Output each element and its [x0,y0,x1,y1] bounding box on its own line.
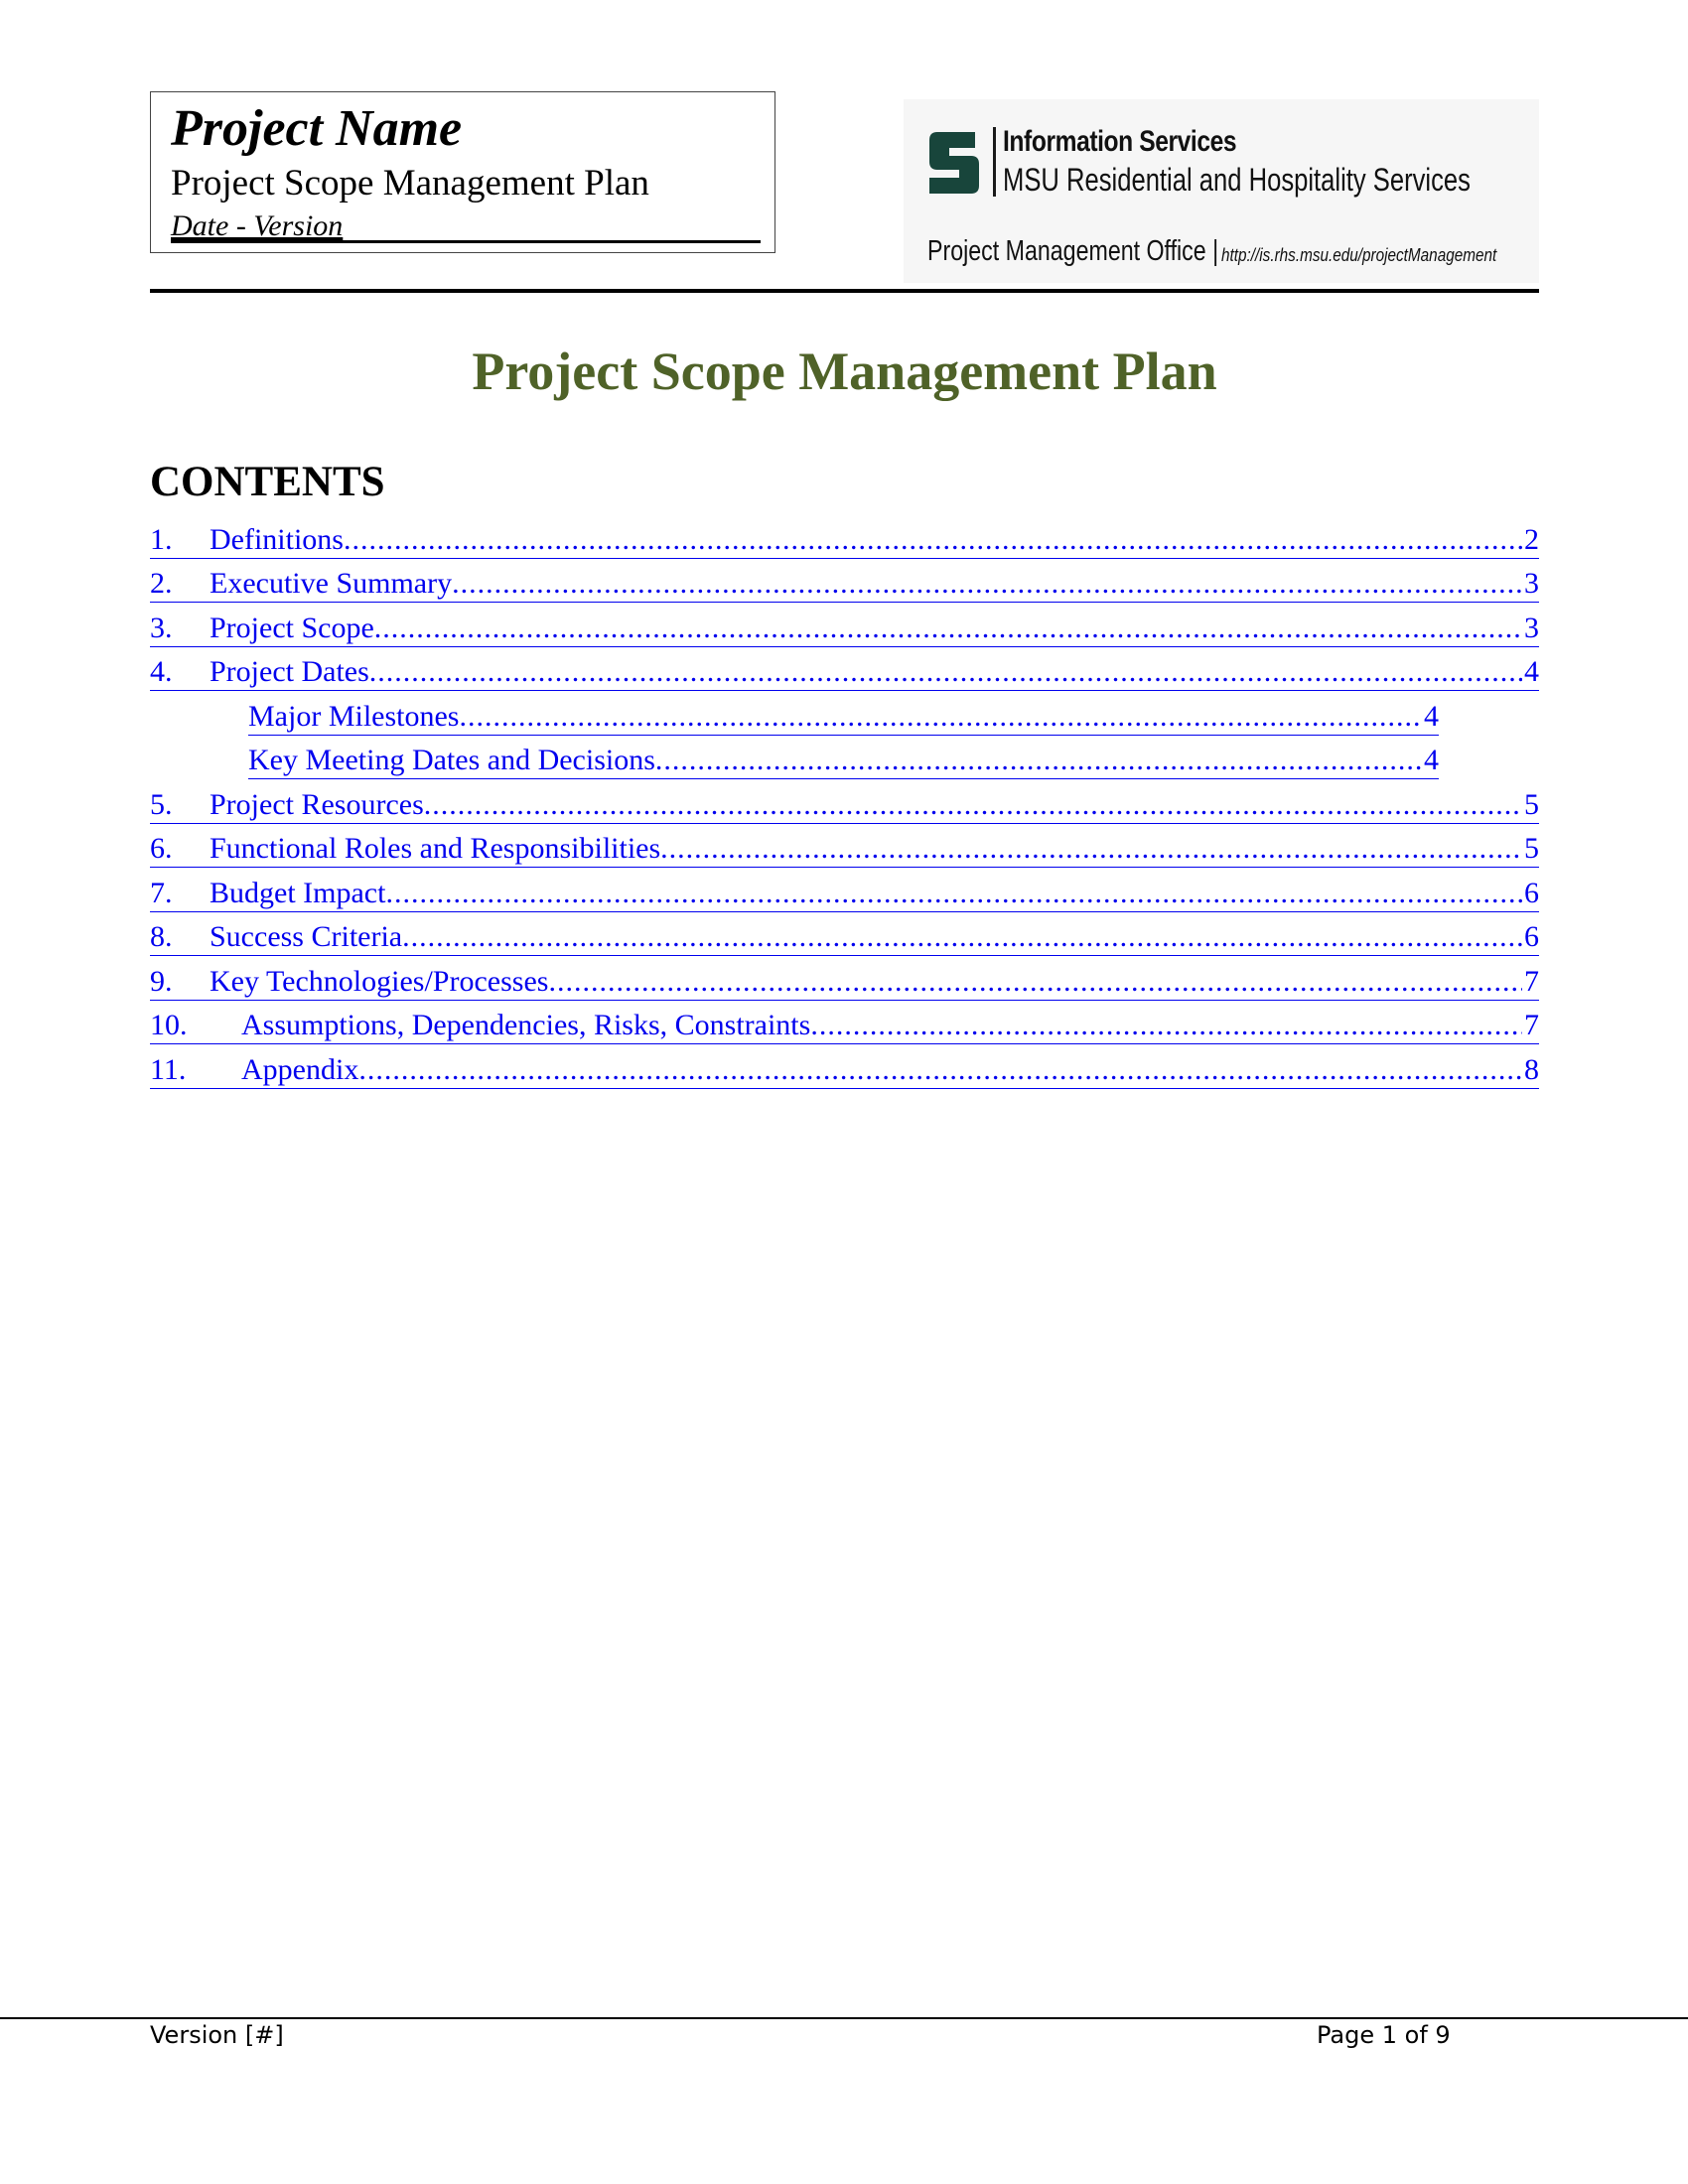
msu-s-logo-icon [929,132,979,194]
toc-link[interactable] [150,964,1539,1001]
logo-office-divider: | [1212,235,1219,267]
toc-leader [548,964,1522,1000]
toc-number: 9. [150,964,173,998]
toc-number: 1. [150,522,173,556]
footer-version: Version [#] [150,2021,284,2049]
toc-entry[interactable] [150,1001,1539,1045]
toc-page-number: 6 [1524,920,1539,953]
toc-entry[interactable] [150,824,1539,869]
toc-leader [459,699,1422,735]
logo-office [927,236,1218,268]
department-logo [904,99,1539,283]
toc-leader [374,611,1522,646]
toc-page-number: 7 [1524,1009,1539,1041]
logo-department: MSU Residential and Hospitality Services [1003,162,1471,198]
table-of-contents [150,514,1539,1089]
logo-office-label: Project Management Office [927,235,1206,267]
toc-entry[interactable] [150,647,1539,692]
date-version-line [171,209,761,243]
toc-leader [424,787,1522,823]
toc-leader [655,743,1422,778]
toc-label: Project Scope [210,611,374,644]
toc-leader [358,1052,1522,1088]
toc-entry[interactable] [150,559,1539,604]
project-info-box [150,91,775,253]
toc-label: Project Dates [210,655,369,688]
toc-number: 7. [150,876,173,909]
toc-page-number: 7 [1524,964,1539,998]
toc-link[interactable] [150,611,1539,647]
toc-leader [452,566,1522,602]
toc-number: 10. [150,1009,188,1041]
toc-number: 2. [150,567,173,600]
toc-label: Major Milestones [248,699,460,733]
toc-page-number: 4 [1424,744,1439,776]
page-title: Project Scope Management Plan [472,341,1217,401]
toc-link[interactable] [150,787,1539,824]
toc-page-number: 4 [1524,655,1539,688]
toc-leader [385,876,1522,911]
date-version: Date - Version [171,209,344,242]
toc-leader [369,654,1522,690]
project-name: Project Name [171,100,463,157]
toc-number: 3. [150,611,173,644]
toc-label: Success Criteria [210,920,403,953]
toc-subentry[interactable] [150,691,1539,736]
toc-page-number: 6 [1524,876,1539,909]
toc-entry[interactable] [150,779,1539,824]
toc-label: Appendix [241,1052,359,1086]
logo-url: http://is.rhs.msu.edu/projectManagement [1221,245,1497,265]
footer-divider [0,2017,1688,2019]
toc-entry[interactable] [150,868,1539,912]
logo-title: Information Services [1003,125,1237,158]
toc-label: Definitions [210,522,344,556]
toc-page-number: 3 [1524,567,1539,600]
toc-number: 6. [150,832,173,865]
logo-divider [993,127,996,197]
toc-number: 11. [150,1052,187,1086]
toc-entry[interactable] [150,514,1539,559]
toc-link[interactable] [248,743,1439,779]
toc-entry[interactable] [150,956,1539,1001]
toc-label: Budget Impact [210,876,386,909]
toc-label: Executive Summary [210,567,453,600]
toc-entry[interactable] [150,912,1539,957]
toc-page-number: 4 [1424,699,1439,733]
toc-label: Functional Roles and Responsibilities [210,832,661,865]
toc-link[interactable] [150,919,1539,956]
toc-link[interactable] [150,566,1539,603]
toc-label: Key Meeting Dates and Decisions [248,744,655,776]
toc-page-number: 5 [1524,787,1539,821]
document-subtitle: Project Scope Management Plan [171,163,649,204]
header-divider [150,289,1539,293]
toc-page-number: 5 [1524,832,1539,865]
toc-number: 5. [150,787,173,821]
toc-entry[interactable] [150,603,1539,647]
toc-label: Project Resources [210,787,424,821]
toc-subentry[interactable] [150,736,1539,780]
toc-entry[interactable] [150,1044,1539,1089]
footer-page-number: Page 1 of 9 [1317,2021,1451,2049]
toc-link[interactable] [150,522,1539,559]
toc-page-number: 3 [1524,611,1539,644]
toc-link[interactable] [150,1052,1539,1089]
contents-heading: CONTENTS [150,459,385,505]
toc-number: 8. [150,920,173,953]
toc-leader [810,1008,1522,1043]
toc-leader [402,919,1522,955]
toc-leader [344,522,1522,558]
toc-label: Assumptions, Dependencies, Risks, Constraints [241,1009,811,1041]
toc-link[interactable] [150,831,1539,868]
toc-link[interactable] [248,699,1439,736]
toc-link[interactable] [150,876,1539,912]
toc-link[interactable] [150,1008,1539,1044]
toc-leader [660,831,1522,867]
toc-label: Key Technologies/Processes [210,964,549,998]
toc-page-number: 2 [1524,522,1539,556]
toc-number: 4. [150,655,173,688]
toc-page-number: 8 [1524,1052,1539,1086]
toc-link[interactable] [150,654,1539,691]
